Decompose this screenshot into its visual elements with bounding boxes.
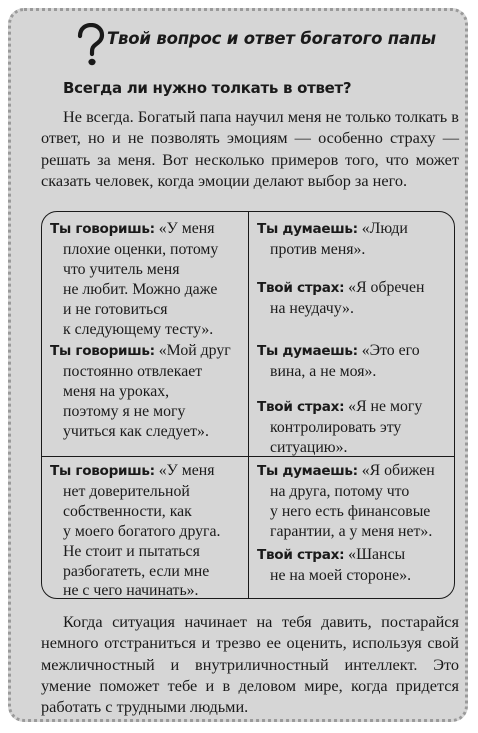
sidebar-box: [8, 8, 468, 722]
entry-label: Ты говоришь:: [50, 343, 155, 359]
table-entry: [257, 545, 411, 586]
entry-line: «Шансы: [348, 546, 406, 563]
entry-line: гарантии, а у меня нет».: [270, 522, 433, 540]
entry-label: Твой страх:: [257, 547, 345, 563]
intro-paragraph: Не всегда. Богатый папа научил меня не только толкать в ответ, но и не позволять эмоциям — особенно страху — решать за меня. Вот несколько примеров того, что может сказать человек, когда эмоции делают выбор за него.: [41, 107, 459, 190]
entry-line: «Я не могу: [348, 398, 423, 415]
entry-label: Твой страх:: [257, 280, 345, 296]
outro-paragraph: Когда ситуация начинает на тебя давить, постарайся немного отстраниться и трезво ее оценить, используя свой межличностный и внутриличностный интеллект. Это умение поможет тебе и в деловом мире, когда придется работать с трудными людьми.: [41, 612, 459, 717]
entry-line: Не стоит и пытаться: [63, 542, 200, 560]
entry-line: «Мой друг: [158, 342, 231, 359]
entry-line: нет доверительной: [63, 482, 190, 500]
column-divider: [248, 212, 249, 598]
entry-line: разбогатеть, если мне: [63, 562, 210, 580]
entry-line: не любит. Можно даже: [63, 280, 218, 298]
table-entry: [50, 219, 218, 339]
box-title: Твой вопрос и ответ богатого папы: [107, 29, 436, 48]
entry-line: учиться как следует».: [63, 422, 209, 440]
entry-label: Твой страх:: [257, 399, 345, 415]
entry-line: «У меня: [158, 462, 215, 479]
entry-line: «Я обречен: [348, 279, 425, 296]
entry-line: плохие оценки, потому: [63, 240, 219, 258]
entry-label: Ты говоришь:: [50, 221, 155, 237]
examples-table: [41, 211, 455, 599]
entry-label: Ты думаешь:: [257, 343, 358, 359]
entry-label: Ты говоришь:: [50, 463, 155, 479]
entry-line: на неудачу».: [270, 299, 354, 317]
entry-line: поэтому я не могу: [63, 402, 186, 420]
entry-line: против меня».: [270, 240, 366, 258]
entry-line: не с чего начинать».: [63, 582, 199, 600]
table-entry: [257, 278, 424, 319]
entry-line: у него есть финансовые: [270, 502, 431, 520]
entry-line: на друга, потому что: [270, 482, 410, 500]
entry-line: не на моей стороне».: [270, 566, 412, 584]
entry-line: контролировать эту: [270, 418, 402, 436]
entry-line: «Я обижен: [361, 462, 435, 479]
table-entry: [50, 461, 221, 601]
entry-line: собственности, как: [63, 502, 192, 520]
entry-line: ситуацию».: [270, 438, 348, 456]
entry-label: Ты думаешь:: [257, 221, 358, 237]
entry-line: «Это его: [361, 342, 420, 359]
table-entry: [257, 397, 422, 458]
entry-line: вина, а не моя».: [270, 362, 377, 380]
entry-line: что учитель меня: [63, 260, 180, 278]
question-mark-icon: [73, 23, 107, 67]
entry-line: и не готовиться: [63, 300, 168, 318]
table-entry: [257, 219, 408, 260]
entry-line: постоянно отвлекает: [63, 362, 203, 380]
entry-label: Ты думаешь:: [257, 463, 358, 479]
question-heading: Всегда ли нужно толкать в ответ?: [63, 79, 352, 97]
entry-line: «Люди: [361, 220, 408, 237]
entry-line: «У меня: [158, 220, 215, 237]
table-entry: [50, 341, 231, 442]
entry-line: у моего богатого друга.: [63, 522, 221, 540]
entry-line: меня на уроках,: [63, 382, 170, 400]
table-entry: [257, 341, 420, 382]
entry-line: к следующему тесту».: [63, 320, 214, 338]
table-entry: [257, 461, 435, 542]
